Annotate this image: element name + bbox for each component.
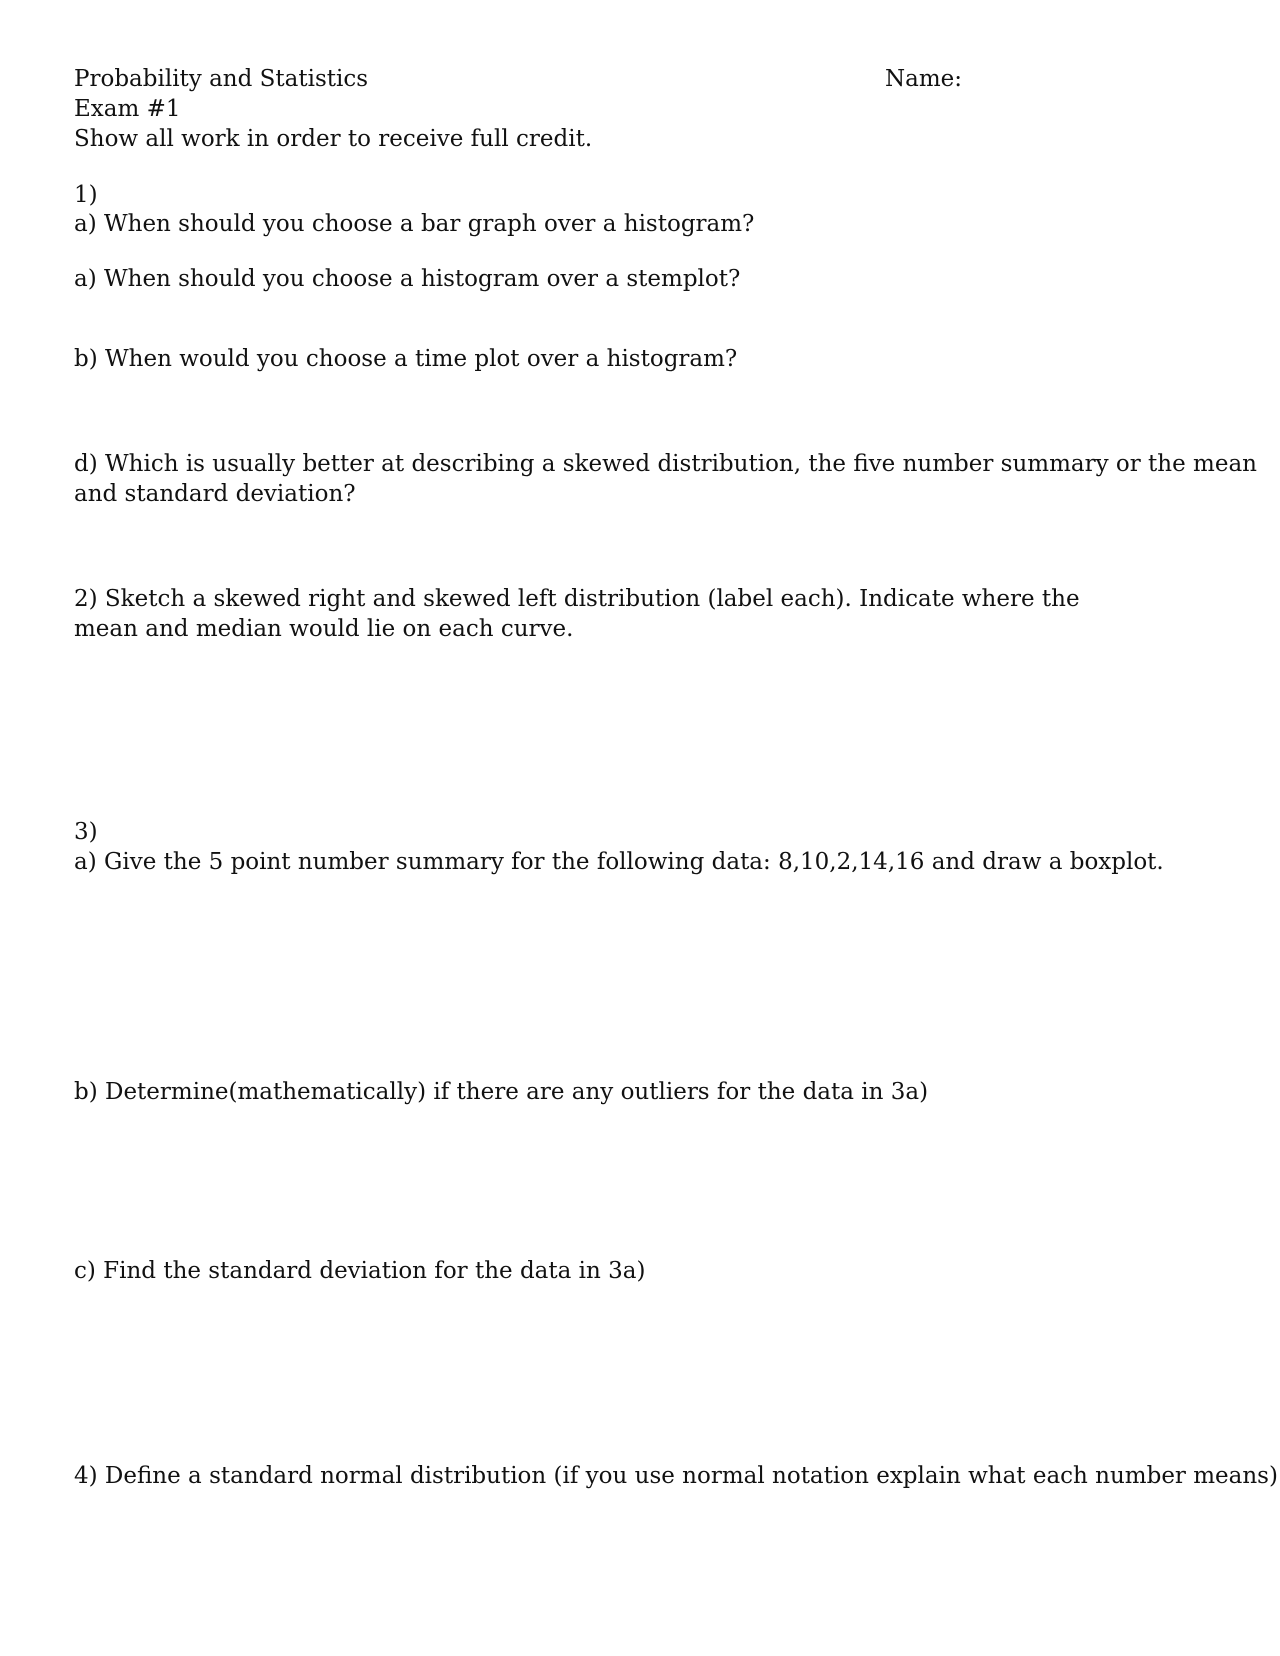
question-1a-bar-graph: a) When should you choose a bar graph over a histogram? [74, 211, 755, 237]
course-title: Probability and Statistics [74, 66, 369, 92]
question-3a: a) Give the 5 point number summary for the following data: 8,10,2,14,16 and draw a boxplot. [74, 849, 1164, 875]
name-label: Name: [885, 66, 963, 92]
question-1-number: 1) [74, 182, 98, 208]
question-4-text: 4) Define a standard normal distribution (if you use normal notation explain what each number means) [74, 1463, 1278, 1489]
question-1a-histogram: a) When should you choose a histogram over a stemplot? [74, 266, 741, 292]
question-3c: c) Find the standard deviation for the data in 3a) [74, 1258, 646, 1284]
question-3-number: 3) [74, 819, 98, 845]
exam-instructions: Show all work in order to receive full credit. [74, 126, 593, 152]
question-3b: b) Determine(mathematically) if there are any outliers for the data in 3a) [74, 1079, 929, 1105]
exam-title: Exam #1 [74, 96, 181, 122]
question-2-line-1: 2) Sketch a skewed right and skewed left distribution (label each). Indicate where the [74, 586, 1080, 612]
question-1d-line-2: and standard deviation? [74, 481, 356, 507]
question-1b: b) When would you choose a time plot over a histogram? [74, 346, 738, 372]
question-1d-line-1: d) Which is usually better at describing a skewed distribution, the five number summary or the mean [74, 451, 1257, 477]
question-2-line-2: mean and median would lie on each curve. [74, 616, 574, 642]
